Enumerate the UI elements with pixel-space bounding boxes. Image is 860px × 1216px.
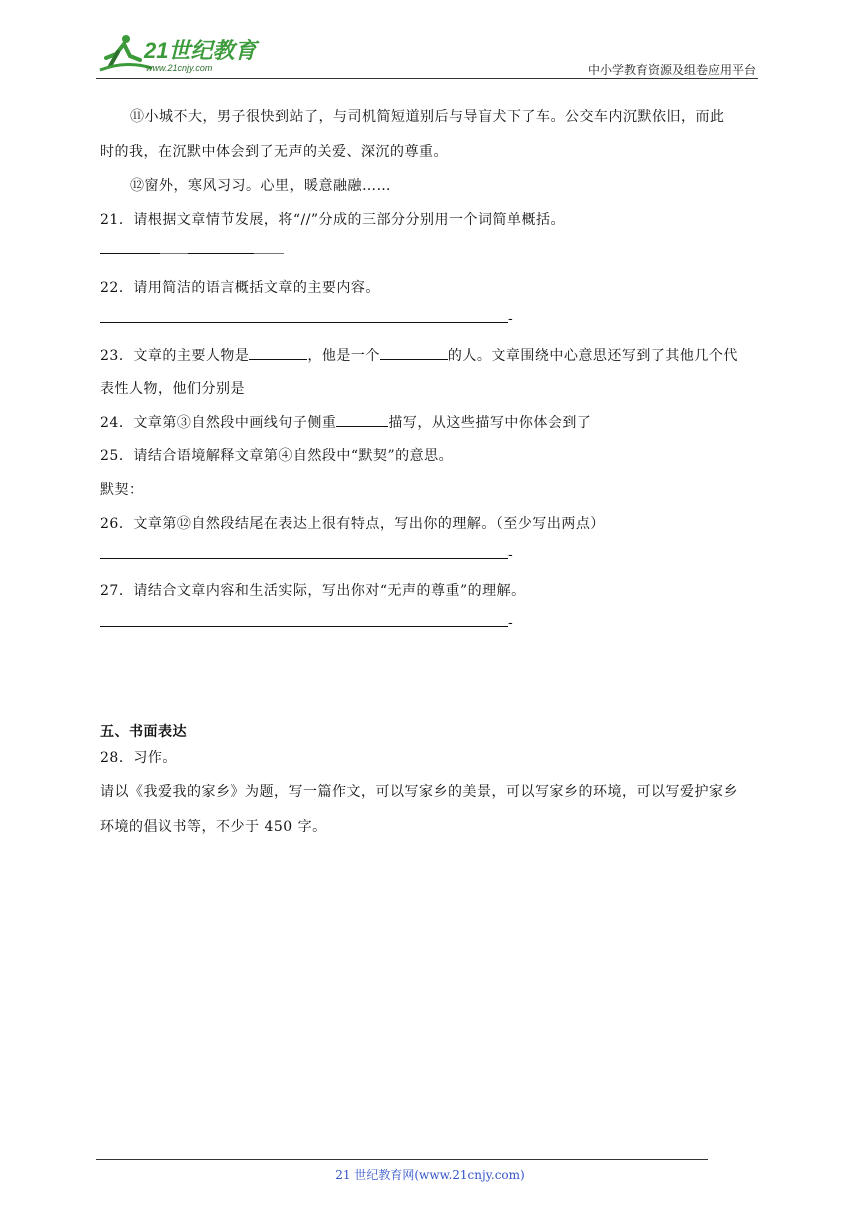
line-end-dash: - xyxy=(508,547,514,563)
logo-url: www.21cnjy.com xyxy=(146,63,213,73)
question-23-line-2: 表性人物，他们分别是 xyxy=(100,381,245,397)
question-28-prompt-line-1: 请以《我爱我的家乡》为题，写一篇作文，可以写家乡的美景，可以写家乡的环境，可以写爱护家乡 xyxy=(100,784,738,800)
site-logo xyxy=(96,30,266,76)
question-text: ，他是一个 xyxy=(307,348,380,364)
paragraph-11-line-1: ⑪小城不大，男子很快到站了，与司机简短道别后与导盲犬下了车。公交车内沉默依旧，而此 xyxy=(130,109,725,125)
answer-line-27[interactable] xyxy=(100,614,513,631)
answer-blank[interactable] xyxy=(254,241,284,254)
line-end-dash: - xyxy=(508,311,514,327)
question-23 xyxy=(100,345,738,365)
question-text: 24．文章第③自然段中画线句子侧重 xyxy=(100,415,337,431)
answer-blank[interactable] xyxy=(100,241,160,254)
answer-label-25: 默契： xyxy=(100,482,144,498)
platform-name: 中小学教育资源及组卷应用平台 xyxy=(587,63,756,77)
question-text: 的人。文章围绕中心意思还写到了其他几个代 xyxy=(447,348,738,364)
footer-divider xyxy=(96,1159,708,1160)
logo-text: 21世纪教育 xyxy=(144,38,257,63)
answer-blank[interactable] xyxy=(380,347,448,360)
footer-link[interactable]: 21 世纪教育网(www.21cnjy.com) xyxy=(335,1168,525,1182)
line-end-dash: - xyxy=(508,615,514,631)
answer-line-22[interactable] xyxy=(100,310,513,327)
answer-blank[interactable] xyxy=(249,347,307,360)
question-24 xyxy=(100,412,591,432)
answer-blank[interactable] xyxy=(188,241,254,254)
answer-blank[interactable] xyxy=(100,310,508,323)
answer-blank[interactable] xyxy=(336,414,388,427)
question-26: 26．文章第⑫自然段结尾在表达上很有特点，写出你的理解。（至少写出两点） xyxy=(100,516,605,532)
answer-line-21[interactable] xyxy=(100,241,284,258)
question-28-prompt-line-2: 环境的倡议书等，不少于 450 字。 xyxy=(100,819,327,835)
answer-line-26[interactable] xyxy=(100,546,513,563)
answer-blank[interactable] xyxy=(100,614,508,627)
answer-blank[interactable] xyxy=(160,241,188,254)
page-header xyxy=(96,30,758,79)
question-22: 22．请用简洁的语言概括文章的主要内容。 xyxy=(100,280,380,296)
question-27: 27．请结合文章内容和生活实际，写出你对“无声的尊重”的理解。 xyxy=(100,583,526,599)
question-text: 23．文章的主要人物是 xyxy=(100,348,250,364)
question-25: 25．请结合语境解释文章第④自然段中“默契”的意思。 xyxy=(100,448,454,464)
paragraph-12: ⑫窗外，寒风习习。心里，暖意融融…… xyxy=(130,178,391,194)
answer-blank[interactable] xyxy=(100,546,508,559)
question-text: 描写，从这些描写中你体会到了 xyxy=(388,415,592,431)
question-28: 28．习作。 xyxy=(100,750,177,766)
question-21: 21．请根据文章情节发展，将“//”分成的三部分分别用一个词简单概括。 xyxy=(100,212,566,228)
paragraph-11-line-2: 时的我，在沉默中体会到了无声的关爱、深沉的尊重。 xyxy=(100,144,448,160)
section-title-5: 五、书面表达 xyxy=(100,724,187,740)
